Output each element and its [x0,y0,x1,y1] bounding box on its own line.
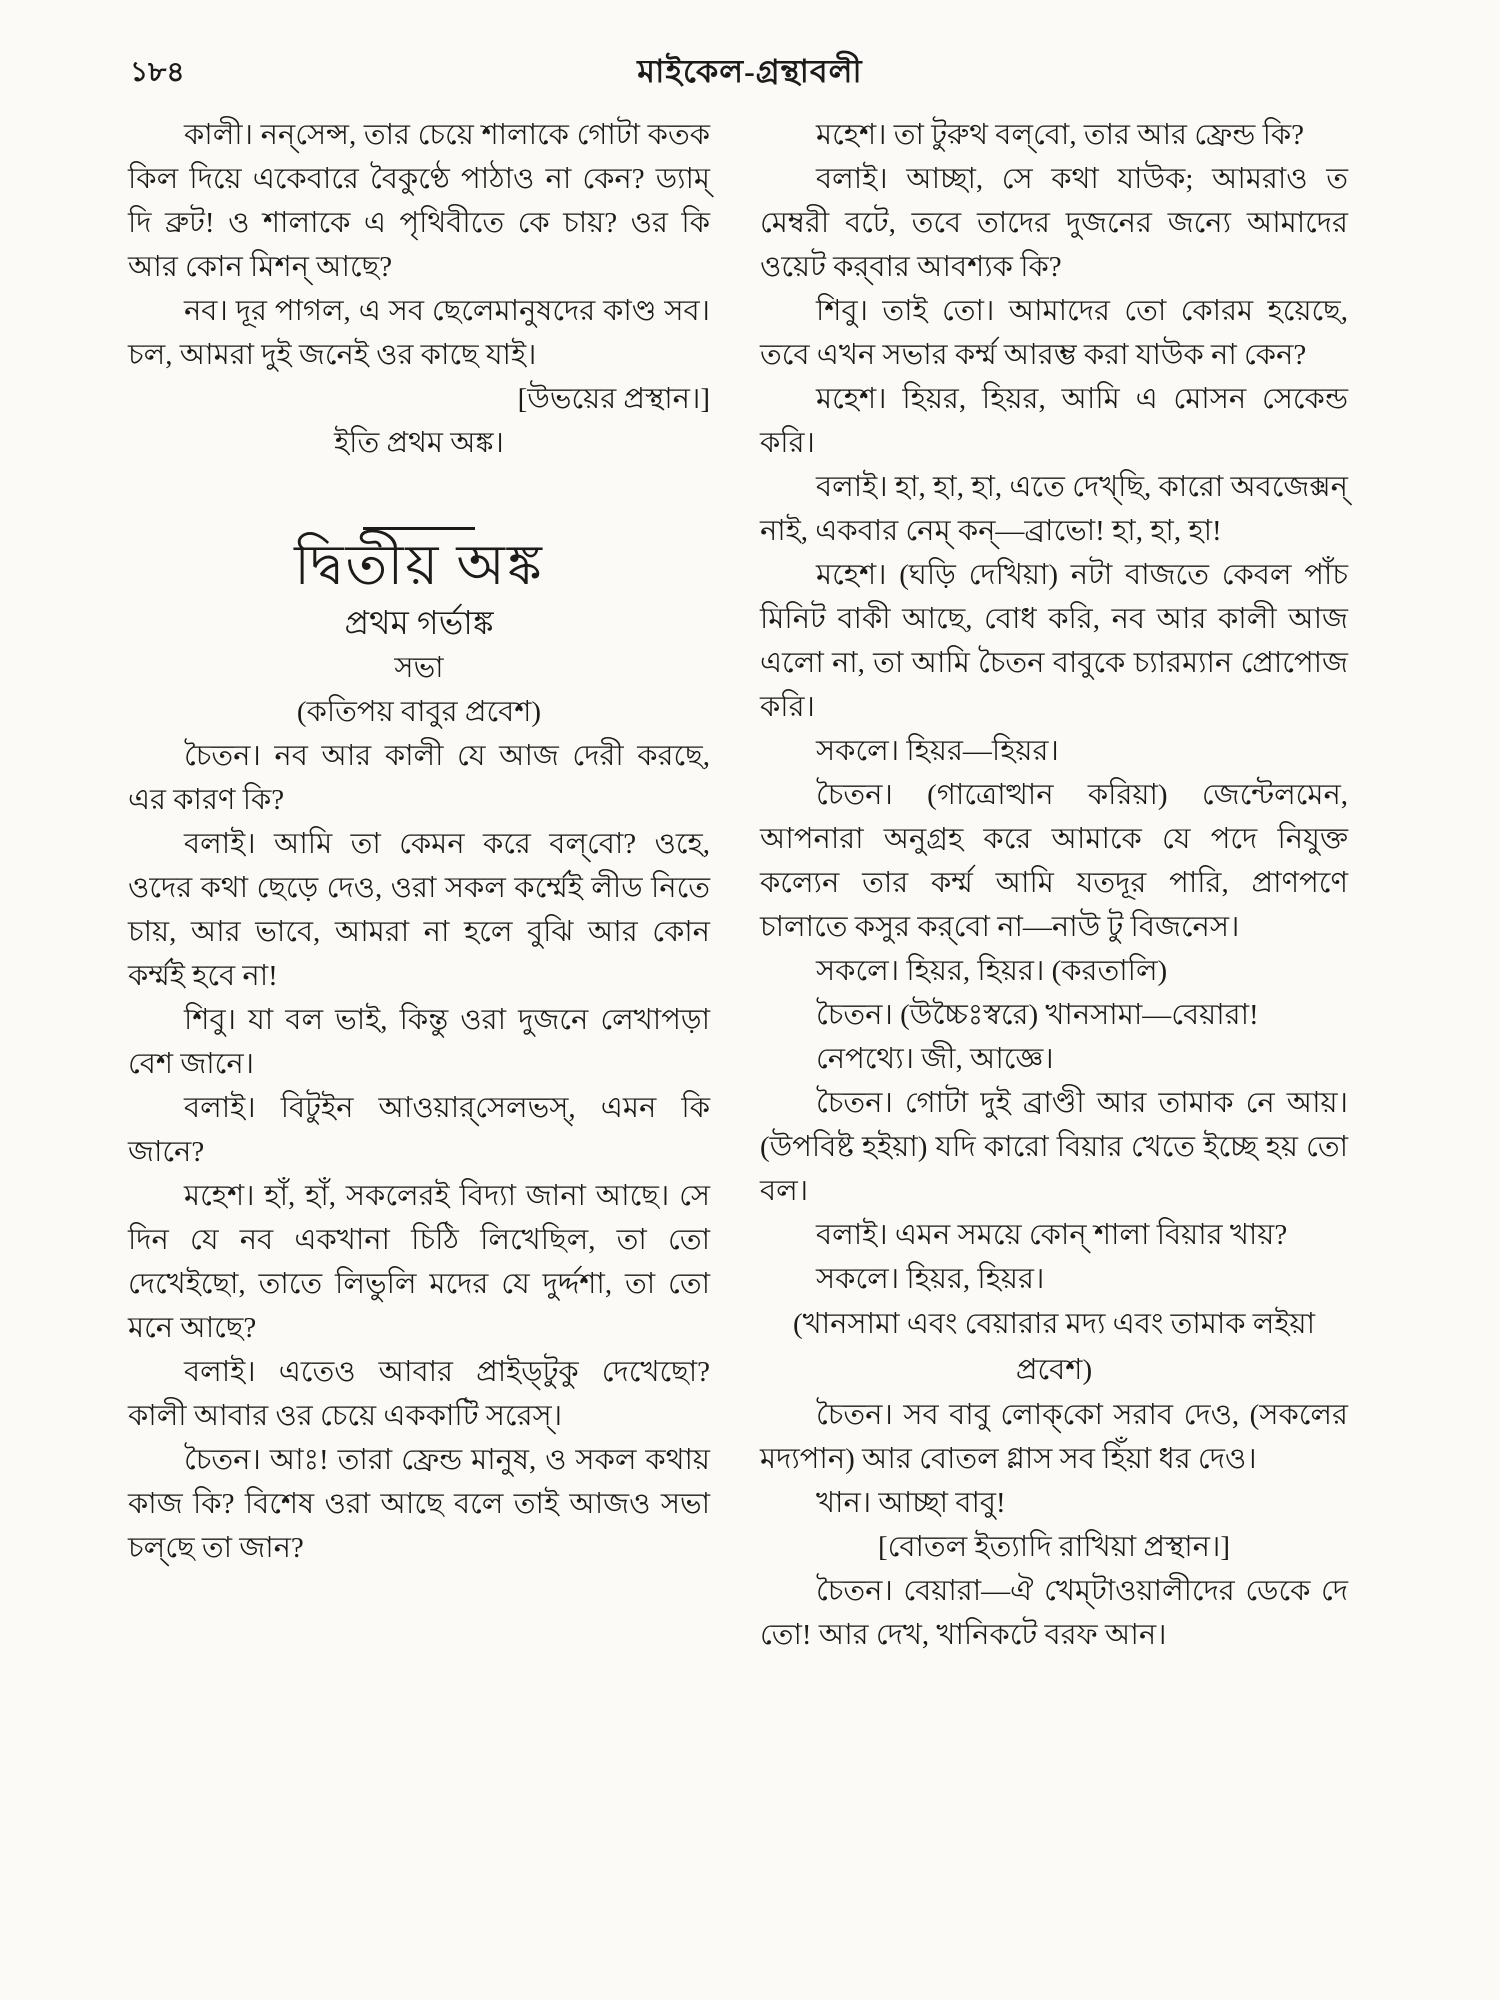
stage-entry-note: (কতিপয় বাবুর প্রবেশ) [296,696,542,728]
dialogue-paragraph: মহেশ। হিয়র, হিয়র, আমি এ মোসন সেকেন্ড করি। [760,383,1348,459]
dialogue-paragraph: নব। দূর পাগল, এ সব ছেলেমানুষদের কাণ্ড সব। চল, আমরা দুই জনেই ওর কাছে যাই। [128,295,710,371]
dialogue-paragraph: মহেশ। (ঘড়ি দেখিয়া) নটা বাজতে কেবল পাঁচ মিনিট বাকী আছে, বোধ করি, নব আর কালী আজ এলো না, তা আমি চৈতন বাবুকে চ্যারম্যান প্রোপোজ করি। [760,559,1348,723]
dialogue-paragraph: চৈতন। নব আর কালী যে আজ দেরী করছে, এর কারণ কি? [128,740,710,816]
dialogue-paragraph: খান। আচ্ছা বাবু! [816,1487,1006,1519]
page-number: ১৮৪ [130,57,185,88]
dialogue-paragraph: চৈতন। (উচ্চৈঃস্বরে) খানসামা—বেয়ারা! [816,999,1259,1031]
dialogue-paragraph: শিবু। যা বল ভাই, কিন্তু ওরা দুজনে লেখাপড়া বেশ জানে। [128,1004,710,1080]
act-closing: ইতি প্রথম অঙ্ক। [334,427,504,459]
act-heading: দ্বিতীয় অঙ্ক [294,535,544,597]
dialogue-paragraph: চৈতন। বেয়ারা—ঐ খেম্‌টাওয়ালীদের ডেকে দে তো! আর দেখ, খানিকটে বরফ আন। [760,1575,1348,1651]
stage-exit-note: [উভয়ের প্রস্থান।] [517,383,710,415]
right-column [760,113,1348,1657]
dialogue-paragraph: বলাই। আচ্ছা, সে কথা যাউক; আমরাও ত মেম্বরী বটে, তবে তাদের দুজনের জন্যে আমাদের ওয়েট কর্‌বার আবশ্যক কি? [760,163,1348,283]
dialogue-paragraph: বলাই। এমন সময়ে কোন্ শালা বিয়ার খায়? [816,1219,1288,1251]
dialogue-paragraph: চৈতন। গোটা দুই ব্রাণ্ডী আর তামাক নে আয়। (উপবিষ্ট হইয়া) যদি কারো বিয়ার খেতে ইচ্ছে হয় তো বল। [760,1087,1348,1207]
dialogue-paragraph: মহেশ। হাঁ, হাঁ, সকলেরই বিদ্যা জানা আছে। সে দিন যে নব একখানা চিঠি লিখেছিল, তা তো দেখেইছো, তাতে লিভুলি মদের যে দুর্দ্দশা, তা তো মনে আছে? [128,1180,710,1344]
stage-direction: (খানসামা এবং বেয়ারার মদ্য এবং তামাক লইয়া প্রবেশ) [793,1308,1315,1386]
dialogue-paragraph: চৈতন। (গাত্রোত্থান করিয়া) জেন্টেলমেন, আপনারা অনুগ্রহ করে আমাকে যে পদে নিযুক্ত কল্যেন তার কর্ম্ম আমি যতদূর পারি, প্রাণপণে চালাতে কসুর কর্‌বো না—নাউ টু বিজনেস। [760,779,1348,943]
dialogue-paragraph: বলাই। বিটুইন আওয়ার্‌সেলভস্, এমন কি জানে? [128,1092,710,1168]
page-header [0,0,1500,110]
dialogue-paragraph: বলাই। আমি তা কেমন করে বল্‌বো? ওহে, ওদের কথা ছেড়ে দেও, ওরা সকল কর্ম্মেই লীড নিতে চায়, আর ভাবে, আমরা না হলে বুঝি আর কোন কর্ম্মই হবে না! [128,828,710,992]
dialogue-paragraph: চৈতন। সব বাবু লোক্‌কো সরাব দেও, (সকলের মদ্যপান) আর বোতল গ্লাস সব হিঁয়া ধর দেও। [760,1399,1348,1475]
left-column [128,113,710,1570]
scene-subtitle: সভা [394,652,444,684]
dialogue-paragraph: মহেশ। তা টুরুথ বল্‌বো, তার আর ফ্রেন্ড কি? [816,119,1305,151]
dialogue-paragraph: শিবু। তাই তো। আমাদের তো কোরম হয়েছে, তবে এখন সভার কর্ম্ম আরম্ভ করা যাউক না কেন? [760,295,1348,371]
dialogue-paragraph: কালী। নন্‌সেন্স, তার চেয়ে শালাকে গোটা কতক কিল দিয়ে একেবারে বৈকুণ্ঠে পাঠাও না কেন? ড্যাম্ দি ব্রুট! ও শালাকে এ পৃথিবীতে কে চায়? ওর কি আর কোন মিশন্ আছে? [128,119,710,283]
dialogue-paragraph: সকলে। হিয়র—হিয়র। [816,735,1059,767]
dialogue-paragraph: বলাই। হা, হা, হা, এতে দেখ্‌ছি, কারো অবজেক্সন্ নাই, একবার নেম্ কন্‌—ব্রাভো! হা, হা, হা! [760,471,1348,547]
scene-heading: প্রথম গর্ভাঙ্ক [344,606,494,642]
dialogue-paragraph: চৈতন। আঃ! তারা ফ্রেন্ড মানুষ, ও সকল কথায় কাজ কি? বিশেষ ওরা আছে বলে তাই আজও সভা চল্‌ছে তা জান? [128,1444,710,1564]
dialogue-paragraph: নেপথ্যে। জী, আজ্ঞে। [816,1043,1054,1075]
dialogue-paragraph: বলাই। এতেও আবার প্রাইড্‌টুকু দেখেছো? কালী আবার ওর চেয়ে এককাটি সরেস্। [128,1356,710,1432]
dialogue-paragraph: সকলে। হিয়র, হিয়র। (করতালি) [816,955,1168,987]
dialogue-paragraph: সকলে। হিয়র, হিয়র। [816,1263,1045,1295]
stage-exit-note: [বোতল ইত্যাদি রাখিয়া প্রস্থান।] [877,1531,1231,1563]
running-title: মাইকেল-গ্রন্থাবলী [637,53,863,89]
